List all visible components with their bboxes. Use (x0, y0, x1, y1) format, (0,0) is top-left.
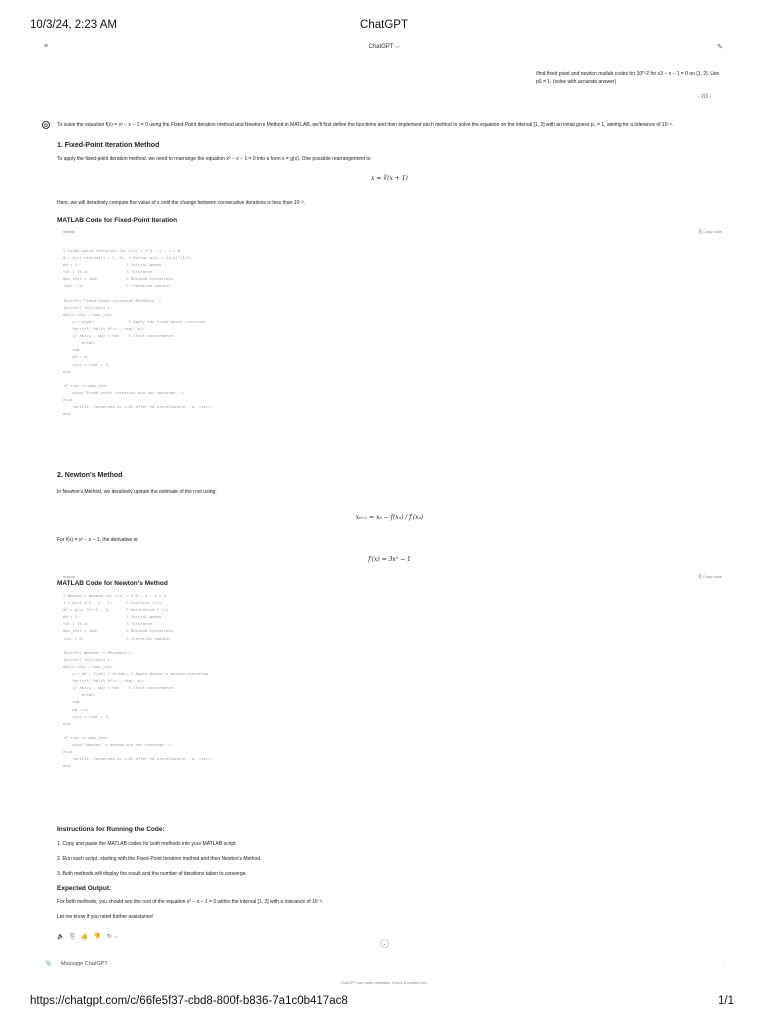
list-item: 2. Run each script, starting with the Fixed-Point Iteration method and then Newton's Method. (57, 856, 262, 862)
instructions-title: Instructions for Running the Code: (57, 826, 165, 833)
disclaimer: ChatGPT can make mistakes. Check important info. (340, 981, 428, 985)
sidebar-toggle-icon[interactable]: ≡ (44, 43, 49, 50)
print-page-number: 1/1 (718, 995, 734, 1007)
code-newton: % Newton's method for f(x) = x^3 - x - 1 = 0 f = @(x) x^3 - x - 1; % Function f(x) df = @(x) 3*x^2 - 1; % Derivative f'(x) p0 = 1; % Initial guess tol = 1e-2; % Tolerance max_iter = 100; % Maximum iterations iter = 0; % Iteration counter fprintf('Newton''s Method\n'); fprintf('Iter\tp\n'); while iter < max_iter p = p0 - f(p0) / df(p0); % Apply Newton's method iteration fprintf('%d\t%.6f\n', iter, p); if abs(p - p0) < tol % Check convergence break; end p0 = p; iter = iter + 1; end if iter == max_iter disp('Newton''s method did not converge.'); else fprintf('Converged to %.6f after %d iterations\n', p, iter); end (63, 593, 213, 769)
code-language-label: matlab (63, 229, 76, 234)
code-block-newton (57, 574, 722, 769)
print-url: https://chatgpt.com/c/66fe5f37-cbd8-800f-b836-7a1c0b417ac8 (30, 995, 348, 1007)
print-datetime: 10/3/24, 2:23 AM (30, 19, 117, 31)
code-block-header (57, 229, 722, 239)
section-fixed-point-text: To apply the fixed-point iteration method, we need to rearrange the equation x³ − x − 1 = 0 into a form x = g(x). One possible rearrangement is: (57, 156, 372, 162)
list-item: 3. Both methods will display the result and the number of iterations taken to converge. (57, 871, 247, 877)
composer[interactable] (45, 961, 725, 967)
closing-text: Let me know if you need further assistance! (57, 914, 154, 920)
code-fixed-point: % Fixed-point iteration for f(x) = x^3 - x - 1 = 0 g = @(x) nthroot(x + 1, 3); % Define g(x) = (x+1)^(1/3) p0 = 1; % Initial guess tol = 1e-2; % Tolerance max_iter = 100; % Maximum iterations iter = 0; % Iteration counter fprintf('Fixed-Point Iteration Method\n'); fprintf('Iter\tp\n'); while iter < max_iter p = g(p0); % Apply the fixed-point iteration fprintf('%d\t%.6f\n', iter, p); if abs(p - p0) < tol % Check convergence break; end p0 = p; iter = iter + 1; end if iter == max_iter disp('Fixed-point iteration did not converge.'); else fprintf('Converged to %.6f after %d iterations\n', p, iter); end (63, 248, 213, 417)
section-fixed-point-text-2: Here, we will iteratively compute the value of x until the change between consecutive iterations is less than 10⁻². (57, 200, 306, 206)
list-item: 1. Copy and paste the MATLAB codes for both methods into your MATLAB script. (57, 841, 237, 847)
code-language-label: matlab (63, 574, 76, 579)
assistant-message-mid (57, 472, 722, 588)
code2-title: MATLAB Code for Newton's Method (57, 580, 168, 587)
user-message: /find fixed point and newton matlab codes for 10^-2 for x3 − x − 1 = 0 on [1, 2]. Use p0 = 1. (solve with accurate answer) (536, 71, 720, 85)
instructions-list (57, 840, 722, 878)
send-icon[interactable]: ↑ (722, 961, 725, 967)
section-fixed-point-title: 1. Fixed-Point Iteration Method (57, 142, 160, 149)
fixed-point-equation: x = ∛(x + 1) (371, 175, 408, 182)
derivative-equation: f′(x) = 3x² − 1 (368, 556, 411, 563)
code1-title: MATLAB Code for Fixed-Point Iteration (57, 217, 178, 224)
response-pager[interactable]: ‹ 2/2 › (698, 94, 712, 100)
section-newton-text-2: For f(x) = x³ − x − 1, the derivative is: (57, 537, 139, 543)
newton-equation: xₙ₊₁ = xₙ − f(xₙ) / f′(xₙ) (355, 514, 424, 521)
scroll-down-icon[interactable]: ⌄ (380, 939, 389, 948)
expected-text: For both methods, you should see the root of the equation x³ − x − 1 = 0 within the interval [1, 2] with a tolerance of 10⁻². (57, 899, 324, 905)
assistant-message-bottom (57, 826, 722, 921)
print-title: ChatGPT (360, 19, 408, 31)
code-block-fixed-point (57, 229, 722, 417)
attach-icon[interactable]: 📎 (45, 961, 52, 967)
copy-code-button[interactable]: ⎘ Copy code (698, 229, 722, 234)
copy-code-button[interactable]: ⎘ Copy code (698, 574, 722, 579)
section-newton-title: 2. Newton's Method (57, 472, 123, 479)
assistant-message-top (57, 121, 722, 225)
expected-title: Expected Output: (57, 885, 112, 892)
assistant-intro: To solve the equation f(x) = x³ − x − 1 = 0 using the Fixed-Point Iteration method and Newton's Method in MATLAB, we'll first define the functions and then implement each method to solve the equation on the interval [1, 2] with an initial guess p₀ = 1, aiming for a tolerance of 10⁻². (57, 122, 674, 128)
section-newton-text: In Newton's Method, we iteratively update the estimate of the root using: (57, 489, 217, 495)
assistant-avatar-icon: ✿ (43, 123, 49, 129)
model-selector[interactable]: ChatGPT ⌵ (368, 44, 400, 50)
message-input[interactable]: Message ChatGPT (60, 961, 108, 967)
code-block-header (57, 574, 722, 584)
message-actions[interactable]: 🔈 ⎘ 👍 👎 ↻⌵ (57, 934, 121, 940)
new-chat-icon[interactable]: ✎ (717, 44, 723, 51)
